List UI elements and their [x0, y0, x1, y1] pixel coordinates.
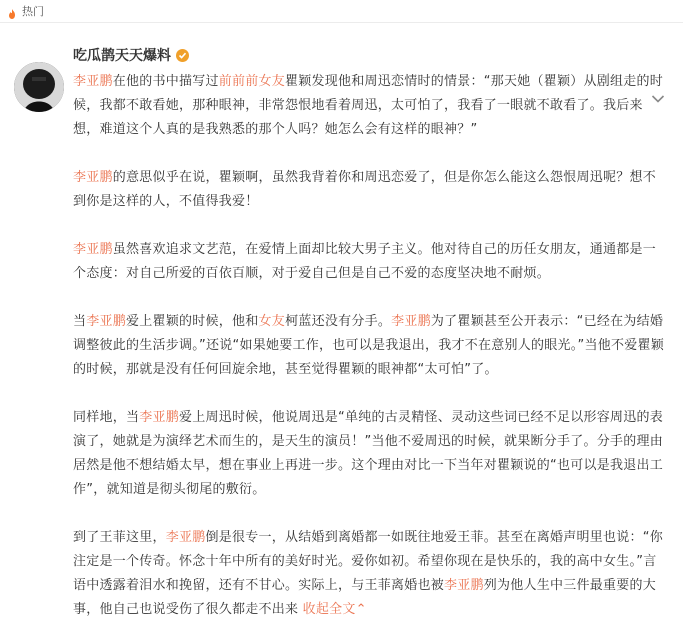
- post-content: [73, 70, 669, 622]
- post-text: 倒是很专一，从结婚到离婚都一如既往地爱王菲。甚至在离婚声明里也说：“你注定是一个传奇。怀念十年中所有的美好时光。爱你如初。希望你现在是快乐的，我的高中女生。”言语中透露着泪水和挽留，还有不甘心。实际上，与王菲离婚也被: [73, 530, 664, 593]
- post-paragraph: [73, 70, 669, 142]
- post-paragraph: [73, 406, 669, 502]
- chevron-down-icon[interactable]: [651, 89, 665, 99]
- highlighted-keyword-link[interactable]: 李亚鹏: [73, 242, 113, 257]
- username[interactable]: 吃瓜鹊天天爆料: [73, 48, 171, 64]
- highlighted-keyword-link[interactable]: 女友: [258, 314, 286, 329]
- post-text: 当: [73, 314, 87, 329]
- highlighted-keyword-link[interactable]: 李亚鹏: [73, 170, 113, 185]
- collapse-full-text-link[interactable]: 收起全文: [302, 602, 356, 617]
- hot-fire-icon: [6, 5, 18, 17]
- post-text: 爱上周迅时候，他说周迅是“单纯的古灵精怪、灵动这些词已经不足以形容周迅的表演了，她就是为演绎艺术而生的，是天生的演员！”当他不爱周迅的时候，就果断分手了。分手的理由居然是他不想结婚太早，想在事业上再进一步。这个理由对比一下当年对瞿颖说的“也可以是我退出工作”，就知道是彻头彻尾的敷衍。: [73, 410, 664, 497]
- top-bar: [0, 0, 683, 23]
- highlighted-keyword-link[interactable]: 李亚鹏: [73, 74, 113, 89]
- post-text: 爱上瞿颖的时候，他和: [126, 314, 259, 329]
- post-text: 同样地，当: [73, 410, 140, 425]
- post-text: 到了王菲这里，: [73, 530, 166, 545]
- post-paragraph: [73, 310, 669, 382]
- post-text: 在他的书中描写过: [112, 74, 219, 89]
- post-text: 瞿颖发现他和周迅恋情时的情景：“那天她（瞿颖）从剧组走的时候，我都不敢看她，那种眼神，非常怨恨地看着周迅，太可怕了，我看了一眼就不敢看了。我后来想，难道这个人真的是我熟悉的那个人吗？她怎么会有这样的眼神？”: [73, 74, 664, 137]
- post-text: 虽然喜欢追求文艺范，在爱情上面却比较大男子主义。他对待自己的历任女朋友，通通都是一个态度：对自己所爱的百依百顺，对于爱自己但是自己不爱的态度坚决地不耐烦。: [73, 242, 657, 281]
- post-paragraph: [73, 166, 669, 214]
- highlighted-keyword-link[interactable]: 李亚鹏: [444, 578, 484, 593]
- collapse-full-text-link[interactable]: ⌃: [355, 602, 367, 617]
- post-text: 的意思似乎在说，瞿颖啊，虽然我背着你和周迅恋爱了，但是你怎么能这么怨恨周迅呢？想不到你是这样的人，不值得我爱！: [73, 170, 657, 209]
- highlighted-keyword-link[interactable]: 李亚鹏: [165, 530, 206, 545]
- hot-tab-label[interactable]: 热门: [22, 5, 44, 18]
- post-header: [73, 44, 669, 66]
- highlighted-keyword-link[interactable]: 前前前女友: [218, 74, 286, 89]
- weibo-post: [0, 44, 683, 622]
- post-text: 列为他人生中三件最重要的大事，他自己也说受伤了很久都走不出来: [73, 578, 657, 617]
- highlighted-keyword-link[interactable]: 李亚鹏: [86, 314, 127, 329]
- post-paragraph: [73, 526, 669, 622]
- post-paragraph: [73, 238, 669, 286]
- avatar[interactable]: [14, 62, 64, 112]
- highlighted-keyword-link[interactable]: 李亚鹏: [391, 314, 431, 329]
- highlighted-keyword-link[interactable]: 李亚鹏: [139, 410, 180, 425]
- post-text: 柯蓝还没有分手。: [285, 314, 392, 329]
- post-text: 为了瞿颖甚至公开表示：“已经在为结婚调整彼此的生活步调。”还说“如果她要工作，也可以是我退出，我才不在意别人的眼光。”当他不爱瞿颖的时候，那就是没有任何回旋余地，甚至觉得瞿颖的眼神都“太可怕”了。: [73, 314, 664, 377]
- verified-badge-icon: [176, 49, 189, 62]
